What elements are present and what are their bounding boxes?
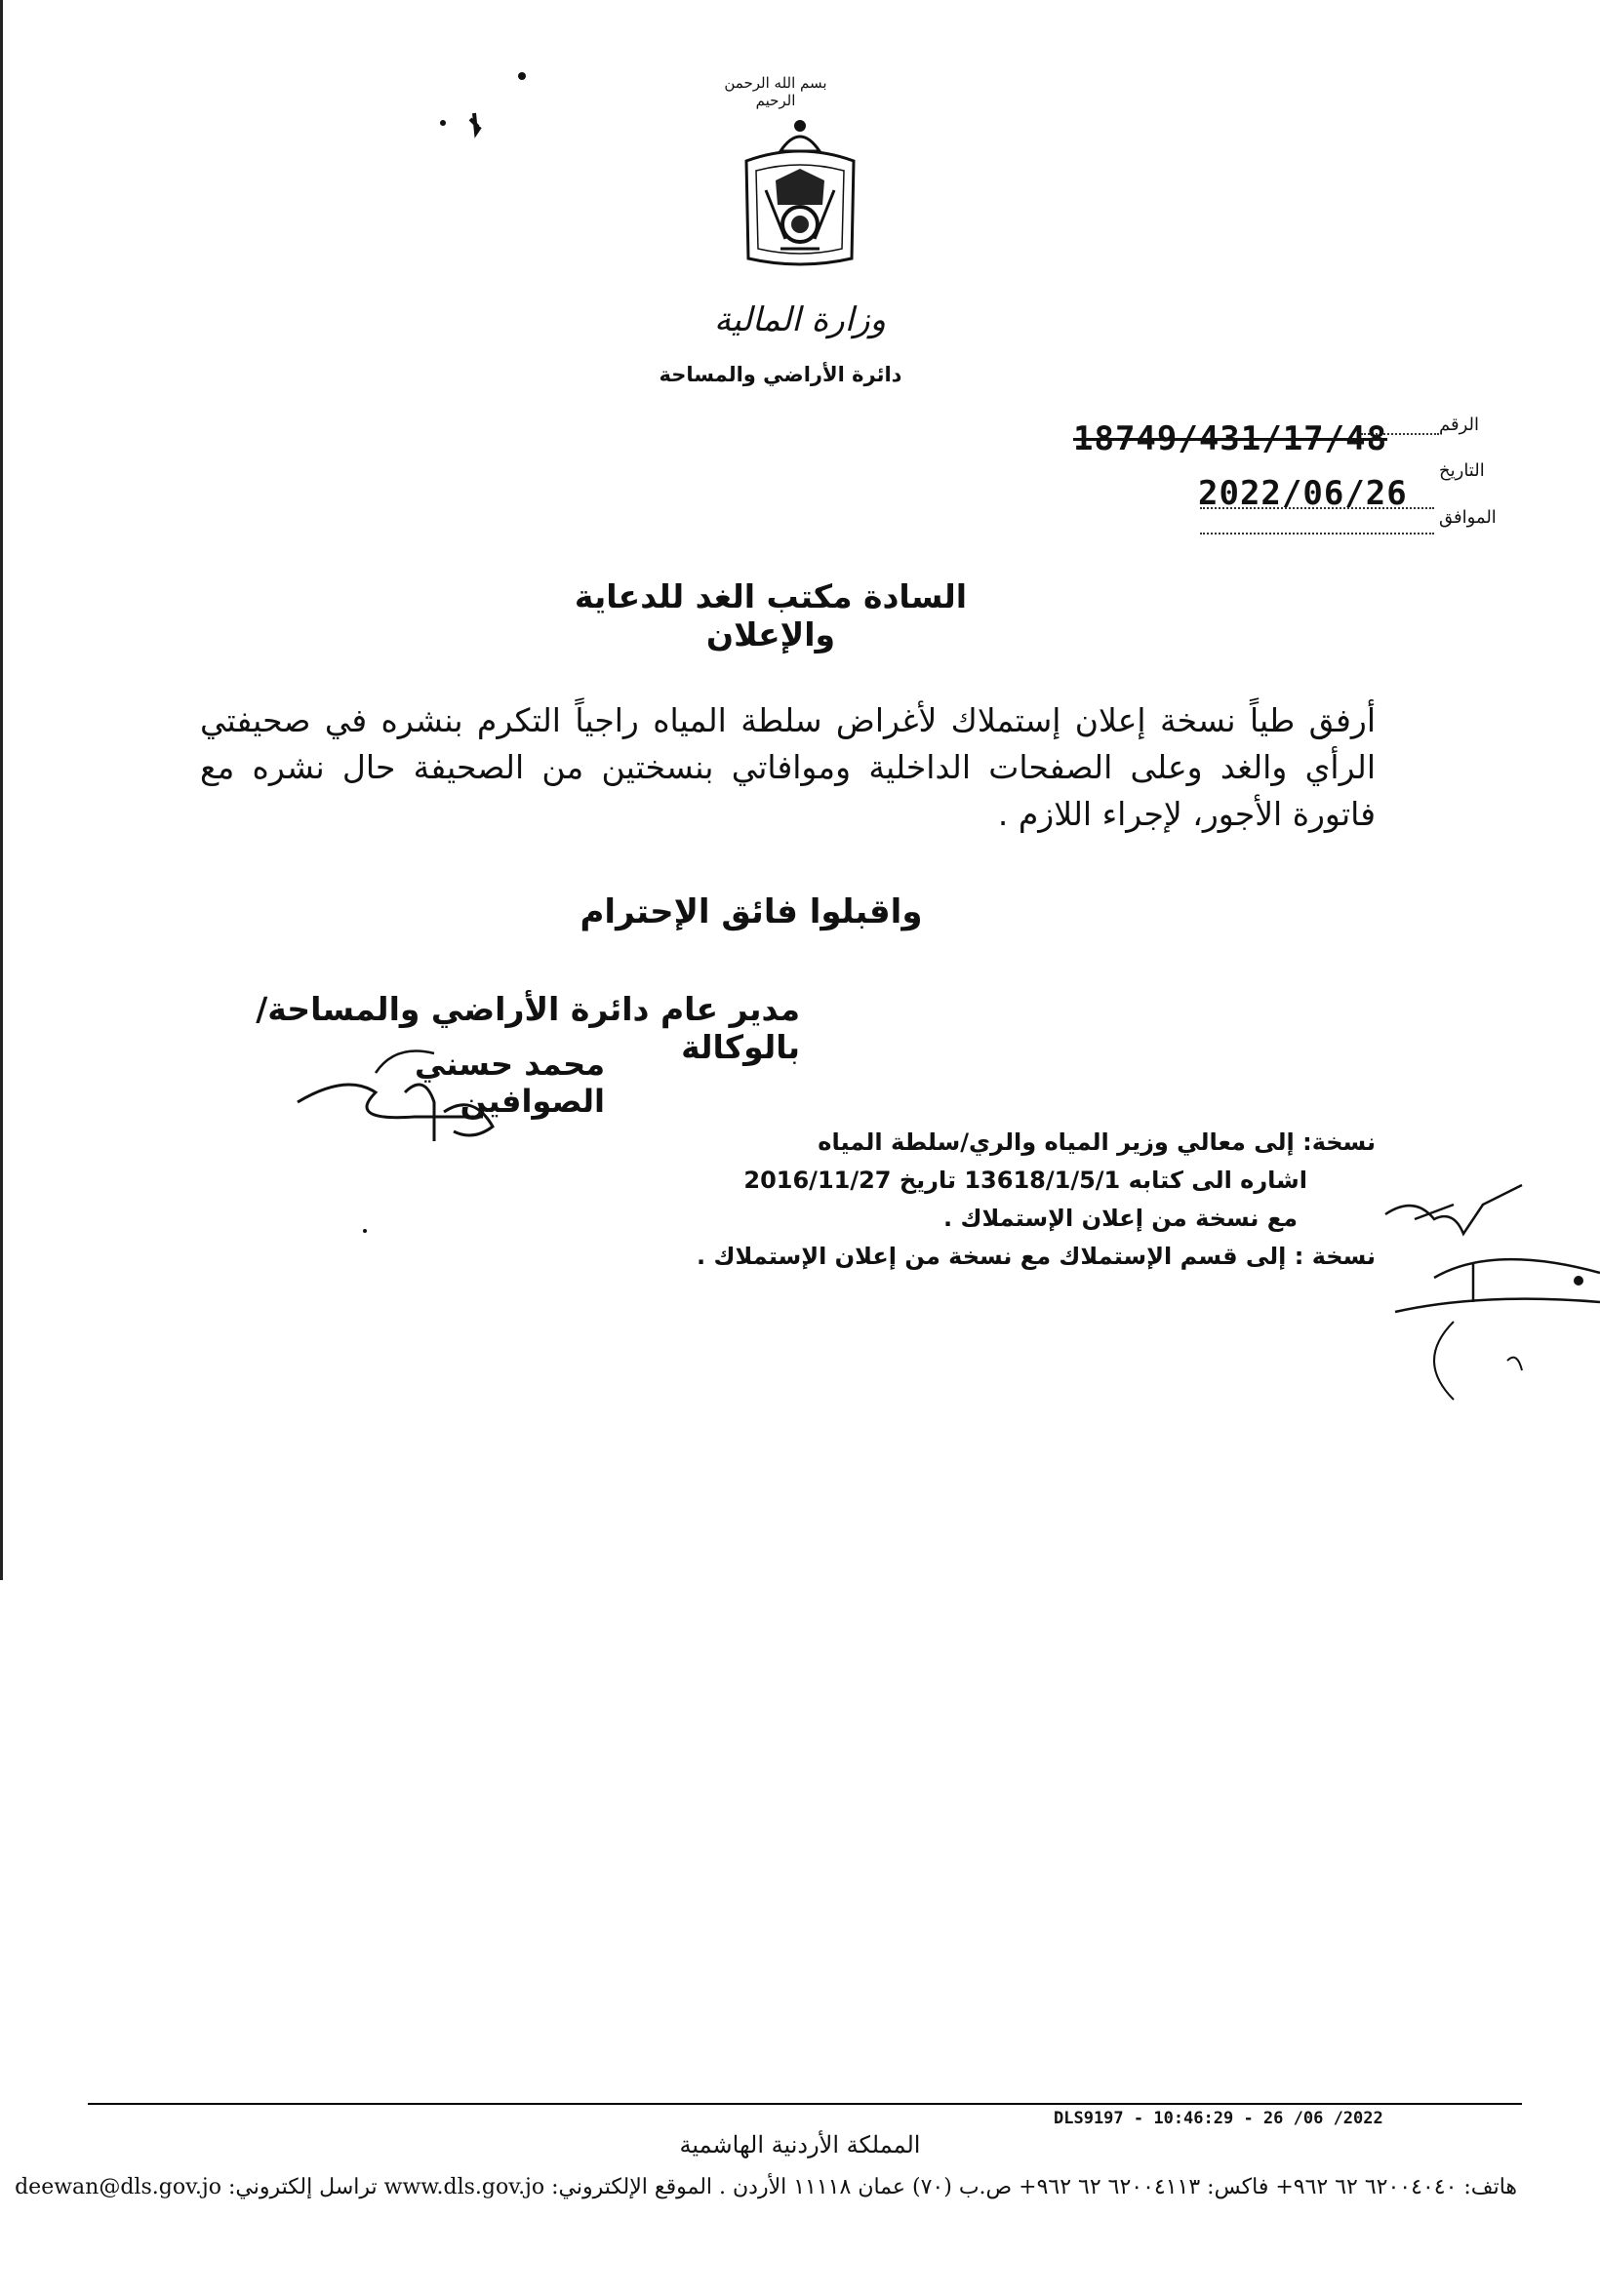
letter-closing: واقبلوا فائق الإحترام [580,892,923,931]
letter-recipient: السادة مكتب الغد للدعاية والإعلان [574,577,968,653]
cc-line-minister: نسخة: إلى معالي وزير المياه والري/سلطة المياه [818,1128,1376,1156]
basmala: بسم الله الرحمن الرحيم [724,74,827,109]
reference-hijri-label: الموافق [1439,507,1497,528]
cc-line-reference: اشاره الى كتابه 13618/1/5/1 تاريخ 2016/11/27 [743,1167,1307,1194]
scan-dot [363,1229,367,1233]
letter-body: أرفق طياً نسخة إعلان إستملاك لأغراض سلطة المياه راجياً التكرم بنشره في صحيفتي الرأي والغد وعلى الصفحات الداخلية وموافاتي بنسختين من الصحيفة حال نشره مع فاتورة الأجور، لإجراء اللازم . [200,701,1376,833]
footer-contact-info: هاتف: ٦٢٠٠٤٠٤٠ ٦٢ ٩٦٢+ فاكس: ٦٢٠٠٤١١٣ ٦٢ ٩٦٢+ ص.ب (٧٠) عمان ١١١١٨ الأردن . الموقع الإلكتروني: www.dls.gov.jo تراسل إلكتروني: deewan@dls.gov.jo [15,2175,1517,2199]
cc-line-expropriation-section: نسخة : إلى قسم الإستملاك مع نسخة من إعلان الإستملاك . [697,1243,1376,1270]
reference-hijri-dots [1200,533,1434,534]
handwritten-signature [288,1034,512,1161]
signatory-title: مدير عام دائرة الأراضي والمساحة/بالوكالة [256,990,800,1066]
signatory-name: محمد حسني الصوافين [414,1046,605,1120]
cc-line-attachment: مع نسخة من إعلان الإستملاك . [942,1205,1298,1232]
scan-marks [429,68,527,146]
footer-kingdom: المملكة الأردنية الهاشمية [679,2131,921,2158]
reference-number-label: الرقم [1439,415,1480,435]
footer-document-code: DLS9197 - 10:46:29 - 26 /06 /2022 [1054,2109,1383,2128]
reference-number: 18749/431/17/48 [1073,419,1388,458]
scan-page-edge [0,0,3,1580]
footer-rule [88,2103,1522,2105]
department-name: دائرة الأراضي والمساحة [659,363,902,386]
ministry-name: وزارة المالية [714,300,886,339]
coat-of-arms-emblem [737,112,863,268]
reference-date-label: التاريخ [1439,460,1485,481]
reference-date: 2022/06/26 [1198,474,1408,513]
margin-initials [1376,1166,1600,1409]
